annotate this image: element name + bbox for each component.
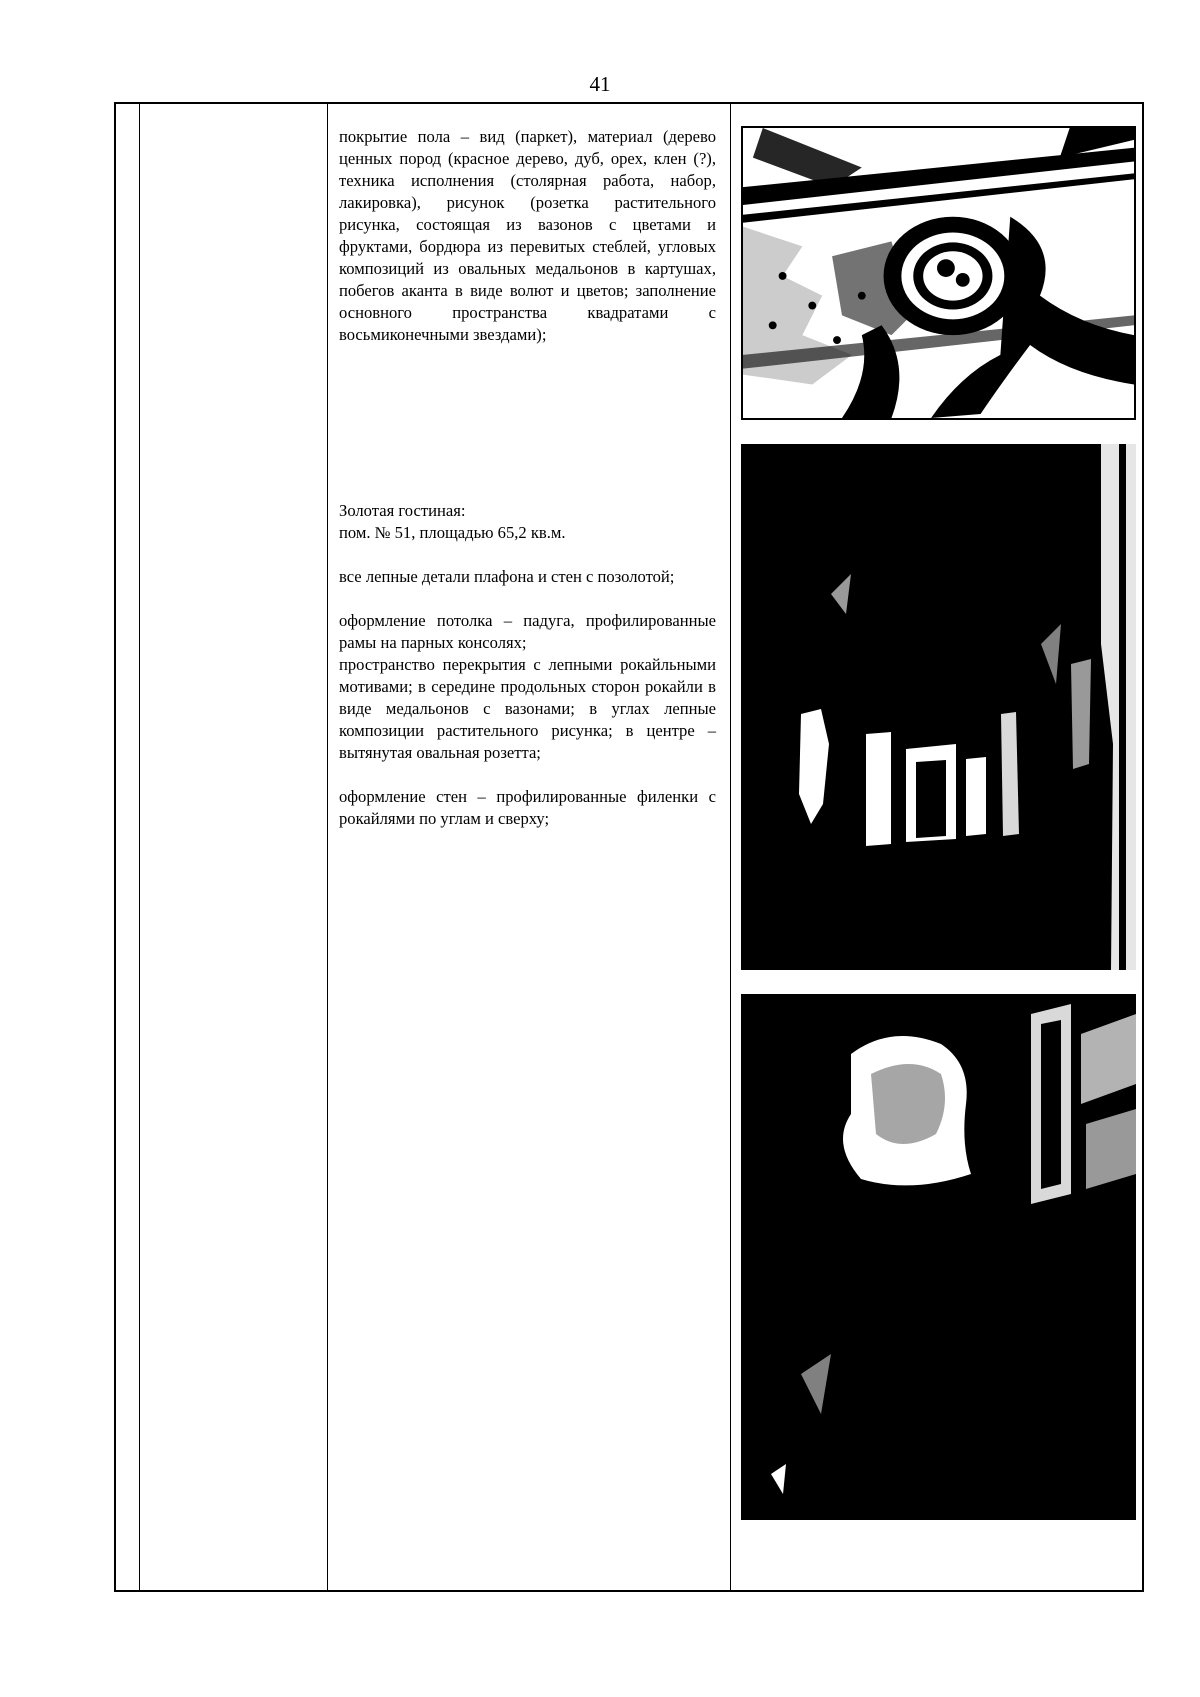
ceiling-paragraph: оформление потолка – падуга, профилированные рамы на парных консолях; (339, 611, 716, 652)
golden-room-interior-photo (741, 444, 1136, 970)
parquet-floor-photo (741, 126, 1136, 420)
column-divider-3 (730, 102, 731, 1592)
parquet-description (339, 126, 716, 346)
golden-room-description (339, 500, 716, 830)
column-divider-1 (139, 102, 140, 1592)
spacer (339, 764, 716, 786)
spacer (339, 588, 716, 610)
overlap-paragraph: пространство перекрытия с лепными рокайльными мотивами; в середине продольных сторон рокайли в виде медальонов с вазонами; в углах лепные композиции растительного рисунка; в центре – вытянутая овальная розетта; (339, 655, 716, 762)
golden-room-info: пом. № 51, площадью 65,2 кв.м. (339, 523, 566, 542)
spacer (339, 544, 716, 566)
golden-room-title: Золотая гостиная: (339, 501, 466, 520)
column-divider-2 (327, 102, 328, 1592)
golden-room-ceiling-photo (741, 994, 1136, 1520)
gilding-paragraph: все лепные детали плафона и стен с позолотой; (339, 567, 675, 586)
walls-paragraph: оформление стен – профилированные филенки с рокайлями по углам и сверху; (339, 787, 716, 828)
page-number: 41 (589, 72, 611, 96)
parquet-paragraph: покрытие пола – вид (паркет), материал (дерево ценных пород (красное дерево, дуб, орех, клен (?), техника исполнения (столярная работа, набор, лакировка), рисунок (розетка растительного рисунка, состоящая из вазонов с цветами и фруктами, бордюра из перевитых стеблей, угловых композиций из овальных медальонов в картушах, побегов аканта в виде волют и цветов; заполнение основного пространства квадратами с восьмиконечными звездами); (339, 127, 716, 344)
